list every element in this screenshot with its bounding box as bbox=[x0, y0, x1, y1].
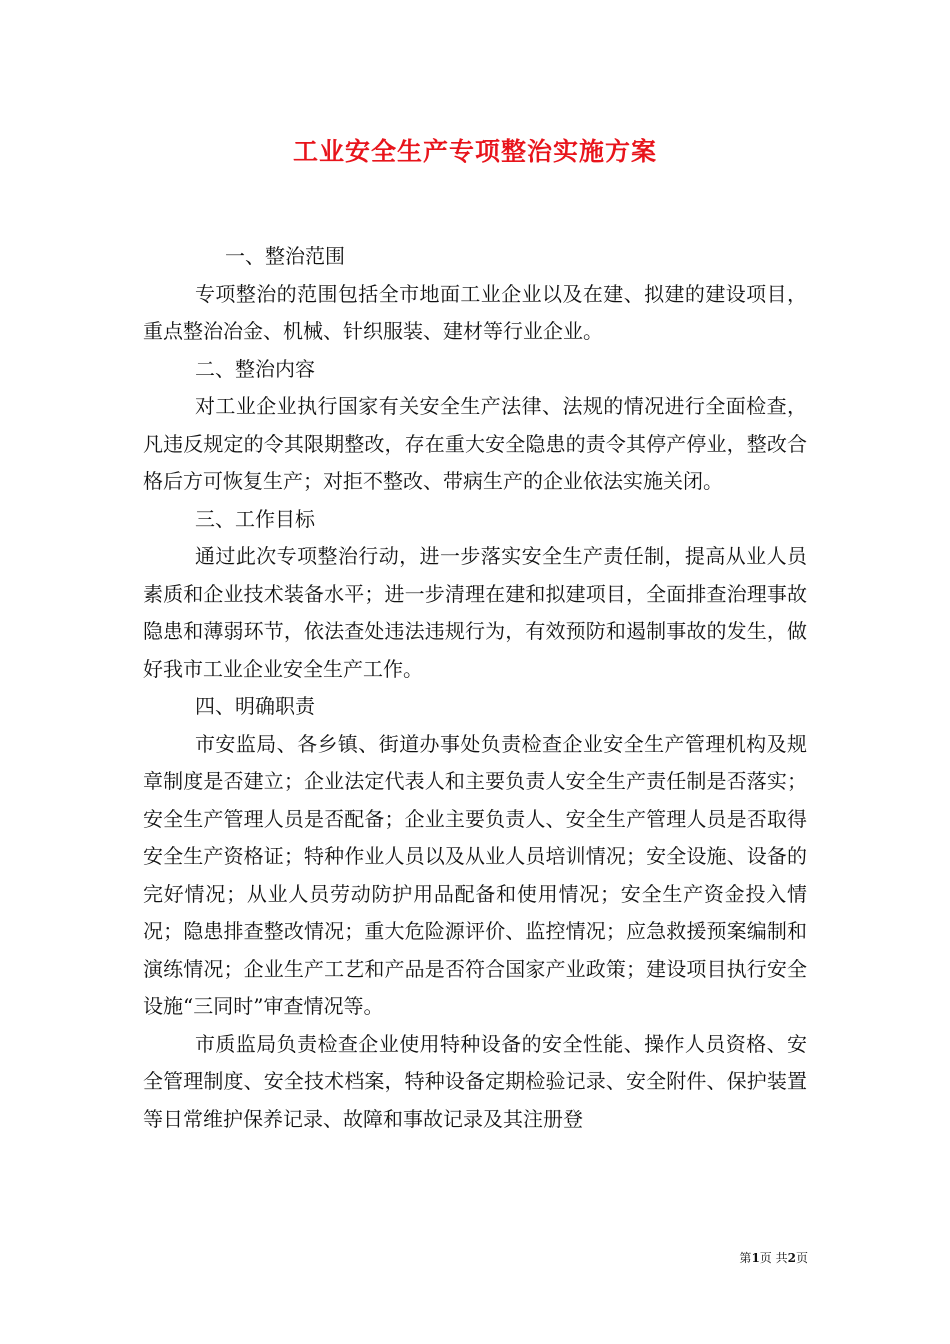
footer-middle: 页 共 bbox=[759, 1251, 788, 1265]
paragraph-duties-safety-bureau: 市安监局、各乡镇、街道办事处负责检查企业安全生产管理机构及规章制度是否建立；企业法定代表人和主要负责人安全生产责任制是否落实；安全生产管理人员是否配备；企业主要负责人、安全生产管理人员是否取得安全生产资格证；特种作业人员以及从业人员培训情况；安全设施、设备的完好情况；从业人员劳动防护用品配备和使用情况；安全生产资金投入情况；隐患排查整改情况；重大危险源评价、监控情况；应急救援预案编制和演练情况；企业生产工艺和产品是否符合国家产业政策；建设项目执行安全设施“三同时”审查情况等。 bbox=[143, 731, 807, 1018]
paragraph-duties-quality-bureau: 市质监局负责检查企业使用特种设备的安全性能、操作人员资格、安全管理制度、安全技术档案，特种设备定期检验记录、安全附件、保护装置等日常维护保养记录、故障和事故记录及其注册登 bbox=[143, 1031, 807, 1131]
page-footer bbox=[700, 1249, 808, 1266]
footer-current-page: 1 bbox=[751, 1251, 760, 1265]
section-heading-scope: 一、整治范围 bbox=[225, 244, 345, 268]
paragraph-scope: 专项整治的范围包括全市地面工业企业以及在建、拟建的建设项目，重点整治冶金、机械、针织服装、建材等行业企业。 bbox=[143, 281, 807, 343]
section-heading-goals: 三、工作目标 bbox=[195, 506, 315, 531]
paragraph-content: 对工业企业执行国家有关安全生产法律、法规的情况进行全面检查，凡违反规定的令其限期整改，存在重大安全隐患的责令其停产停业，整改合格后方可恢复生产；对拒不整改、带病生产的企业依法实施关闭。 bbox=[143, 394, 807, 493]
footer-suffix: 页 bbox=[795, 1251, 808, 1265]
section-heading-duties: 四、明确职责 bbox=[195, 694, 315, 718]
paragraph-goals: 通过此次专项整治行动，进一步落实安全生产责任制，提高从业人员素质和企业技术装备水平；进一步清理在建和拟建项目，全面排查治理事故隐患和薄弱环节，依法查处违法违规行为，有效预防和遏制事故的发生，做好我市工业企业安全生产工作。 bbox=[143, 544, 807, 681]
document-body bbox=[143, 238, 807, 1138]
footer-total-pages: 2 bbox=[787, 1251, 796, 1265]
section-heading-content: 二、整治内容 bbox=[195, 356, 315, 381]
footer-prefix: 第 bbox=[739, 1251, 752, 1265]
document-title: 工业安全生产专项整治实施方案 bbox=[292, 137, 657, 166]
